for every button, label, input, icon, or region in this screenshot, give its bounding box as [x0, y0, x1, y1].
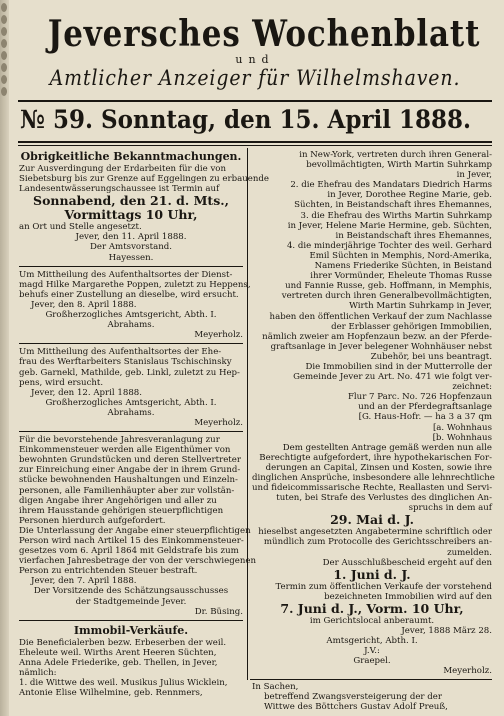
right-column-line: 1. Juni d. J.	[333, 566, 411, 582]
left-column-line: magd Hilke Margarethe Poppen, zuletzt zu Heppens,	[19, 279, 251, 290]
right-column-line: in New-York, vertreten durch ihren General-	[299, 150, 492, 160]
left-column-line: Antonie Elise Wilhelmine, geb. Rennmers,	[19, 688, 203, 699]
right-column-line: haben den öffentlichen Verkauf der zum Nachlasse	[269, 311, 492, 322]
left-column-line: Obrigkeitliche Bekanntmachungen.	[20, 150, 242, 163]
right-column-line: Gemeinde Jever zu Art. No. 471 wie folgt ver-	[293, 372, 492, 383]
left-column-line: Abrahams.	[107, 320, 155, 331]
right-column-line: Termin zum öffentlichen Verkaufe der vorstehend	[275, 581, 492, 592]
right-column-line: vertreten durch ihren Generalbevollmächtigten,	[281, 291, 492, 302]
right-column-line: Graepel.	[353, 656, 391, 667]
right-column-line: Meyerholz.	[443, 666, 492, 677]
left-column-line: Eheleute weil. Wirths Arent Heeren Süchten,	[19, 647, 217, 658]
right-column-line: nämlich zweier am Hopfenzaun bezw. an der Pferde-	[262, 331, 492, 342]
left-column-line: stücke bewohnenden Haushaltungen und Einzeln-	[19, 475, 238, 486]
left-column-line: nämlich:	[19, 668, 57, 679]
left-column-line: Person zu entrichtenden Steuer bestraft.	[19, 566, 198, 577]
right-column-line: graftsanlage in Jever belegener Wohnhäuser nebst	[270, 341, 492, 352]
left-column-line: gesetzes vom 6. April 1864 mit Geldstrafe bis zum	[19, 546, 239, 557]
issue-rule-top	[18, 141, 492, 143]
left-column	[19, 150, 269, 699]
left-column-line: Vormittags 10 Uhr,	[64, 207, 198, 223]
notice-separator	[19, 431, 243, 432]
left-column-line: Abrahams.	[107, 407, 155, 418]
issue-rule-bottom	[18, 145, 492, 146]
left-column-line: Um Mittheilung des Aufenthaltsortes der Ehe-	[19, 347, 222, 358]
right-column-line: 2. die Ehefrau des Mandatars Diedrich Harms	[290, 180, 492, 191]
right-column-line: Der Ausschlußbescheid ergeht auf den	[322, 557, 492, 568]
left-column-line: der Stadtgemeinde Jever.	[75, 596, 187, 607]
right-column-line: im Gerichtslocal anberaumt.	[309, 615, 435, 626]
bottom-notice-line: Wittwe des Böttchers Gustav Adolf Preuß,	[264, 702, 448, 713]
bottom-rule	[250, 679, 492, 680]
right-column-line: [a. Wohnhaus	[432, 422, 492, 433]
issue-line: № 59. Sonntag, den 15. April 1888.	[20, 105, 472, 134]
right-column-line: in Jever, Helene Marie Hermine, geb. Süchten,	[287, 220, 492, 231]
right-column-line: und fideicommissarische Rechte, Reallasten und Servi-	[252, 483, 493, 494]
left-column-line: Der Vorsitzende des Schätzungsausschusses	[33, 586, 229, 597]
left-column-line: Meyerholz.	[194, 330, 243, 341]
right-column-line: und an der Pferdegraftsanlage	[358, 402, 492, 413]
right-column-line: und Fannie Russe, geb. Hoffmann, in Memphis,	[285, 281, 492, 292]
left-column-line: frau des Werftarbeiters Stanislaus Tschischinsky	[19, 357, 232, 368]
newspaper-subtitle: Amtlicher Anzeiger für Wilhelmshaven.	[49, 66, 461, 90]
right-column-line: Emil Süchten in Memphis, Nord-Amerika,	[309, 250, 492, 261]
right-column-line: ihrer Vormünder, Eheleute Thomas Russe	[310, 271, 492, 282]
right-column	[252, 150, 495, 677]
left-column-line: personen, alle Familienhäupter aber zur vollstän-	[19, 485, 235, 496]
right-column-line: spruchs in dem auf	[408, 503, 492, 514]
left-column-line: zur Einreichung einer Angabe der in ihrem Grund-	[19, 465, 241, 476]
right-column-line: Zubehör, bei uns beantragt.	[370, 351, 492, 362]
right-column-line: Berechtigte aufgefordert, ihre hypothekarischen For-	[259, 452, 492, 463]
binding-edge	[0, 0, 9, 716]
left-column-line: Der Amtsvorstand.	[90, 242, 172, 253]
left-column-line: Hayessen.	[108, 252, 154, 263]
newspaper-title: Jeversches Wochenblatt	[47, 13, 481, 55]
left-column-line: vierfachen Jahresbetrage der von der verschwiegenen	[19, 556, 256, 567]
bottom-notice-line: betreffend Zwangsversteigerung der der	[264, 692, 442, 703]
right-column-line: 7. Juni d. J., Vorm. 10 Uhr,	[280, 600, 464, 616]
left-column-line: geb. Garnekl, Mathilde, geb. Linkl, zuletzt zu Hep-	[19, 367, 240, 378]
left-column-line: Personen hierdurch aufgefordert.	[19, 515, 166, 526]
left-column-line: behufs einer Zustellung an dieselbe, wird ersucht.	[19, 289, 239, 300]
right-column-line: bevollmächtigten, Wirth Martin Suhrkamp	[306, 160, 492, 171]
right-column-line: in Jever,	[456, 170, 492, 181]
right-column-line: zeichnet:	[452, 382, 492, 393]
left-column-line: Großherzogliches Amtsgericht, Abth. I.	[45, 310, 217, 321]
left-column-line: Zur Ausverdingung der Erdarbeiten für die von	[19, 164, 227, 174]
notice-separator	[19, 620, 243, 621]
left-column-line: an Ort und Stelle angesetzt.	[19, 222, 142, 233]
right-column-line: [G. Haus-Hofr. — ha 3 a 37 qm	[358, 412, 492, 423]
column-separator	[247, 148, 248, 680]
left-column-line: 1. die Wittwe des weil. Musikus Julius Wicklein,	[19, 678, 228, 689]
right-column-line: in Jever, Dorothee Regine Marie, geb.	[327, 190, 492, 201]
notice-separator	[19, 343, 243, 344]
left-column-line: Jever, den 7. April 1888.	[31, 576, 137, 587]
masthead-und: und	[235, 53, 275, 66]
right-column-line: Süchten, in Beistandschaft ihres Ehemannes,	[294, 200, 492, 211]
left-column-line: Die Beneficialerben bezw. Erbeserben der weil.	[19, 637, 227, 648]
right-column-line: in Beistandschaft ihres Ehemannes,	[335, 230, 492, 241]
right-column-line: [b. Wohnhaus	[432, 432, 492, 443]
bottom-notice-line: In Sachen,	[252, 682, 299, 692]
notice-separator	[19, 266, 243, 267]
left-column-line: Um Mittheilung des Aufenthaltsortes der Dienst-	[19, 269, 233, 280]
left-column-line: Sonnabend, den 21. d. Mts.,	[33, 193, 229, 209]
right-column-line: Wirth Martin Suhrkamp in Jever,	[349, 301, 492, 312]
left-column-line: Jever, den 12. April 1888.	[31, 387, 142, 398]
left-column-line: pens, wird ersucht.	[19, 377, 104, 388]
right-column-line: der Erblasser gehörigen Immobilien,	[331, 321, 492, 332]
left-column-line: Für die bevorstehende Jahresveranlagung zur	[19, 435, 220, 446]
right-column-line: tuten, bei Strafe des Verlustes des dinglichen An-	[276, 493, 492, 504]
left-column-line: Siebetsburg bis zur Grenze auf Eggelingen zu erbauende	[19, 174, 269, 185]
left-column-line: Person wird nach Artikel 15 des Einkommensteuer-	[19, 536, 244, 546]
right-column-line: J.V.:	[364, 646, 380, 657]
right-column-line: 4. die minderjährige Tochter des weil. Gerhard	[286, 240, 492, 251]
left-column-line: Meyerholz.	[194, 417, 243, 428]
left-column-line: Dr. Büsing.	[194, 606, 243, 617]
left-column-line: Anna Adele Friederike, geb. Thellen, in Jever,	[19, 657, 218, 668]
right-column-line: mündlich zum Protocolle des Gerichtsschreibers an-	[263, 537, 492, 548]
right-column-line: hieselbst angesetzten Angabetermine schriftlich oder	[258, 527, 492, 538]
right-column-line: zumelden.	[447, 547, 492, 558]
right-column-line: Dem gestellten Antrage gemäß werden nun alle	[282, 442, 492, 453]
right-column-line: derungen an Capital, Zinsen und Kosten, sowie ihre	[265, 462, 492, 473]
right-column-line: 3. die Ehefrau des Wirths Martin Suhrkamp	[300, 210, 492, 221]
left-column-line: digen Angabe ihrer Angehörigen und aller zu	[19, 495, 217, 506]
left-column-line: Jever, den 11. April 1888.	[75, 232, 187, 243]
masthead	[14, 14, 496, 90]
left-column-line: ihrem Hausstande gehörigen steuerpflichtigen	[19, 505, 224, 516]
right-column-line: Jever, 1888 März 28.	[401, 626, 492, 637]
left-column-line: Die Unterlassung der Angabe einer steuerpflichtigen	[19, 525, 251, 536]
right-column-line: bezeichneten Immobilien wird auf den	[324, 591, 492, 602]
left-column-line: Einkommensteuer werden alle Eigenthümer von	[19, 445, 231, 456]
right-column-line: Flur 7 Parc. No. 726 Hopfenzaun	[347, 392, 492, 403]
left-column-line: bewohnten Grundstücken und deren Stellvertreter	[19, 455, 241, 466]
left-column-line: Jever, den 8. April 1888.	[31, 299, 137, 310]
right-column-line: Amtsgericht, Abth. I.	[326, 636, 418, 647]
masthead-rule	[18, 100, 492, 102]
right-column-line: Die Immobilien sind in der Mutterrolle der	[305, 361, 492, 372]
right-column-line: Namens Friederike Süchten, in Beistand	[314, 261, 492, 272]
right-column-line: dinglichen Ansprüche, insbesondere alle lehnrechtliche	[252, 473, 495, 483]
right-column-line: 29. Mai d. J.	[330, 512, 414, 528]
left-column-line: Landesentwässerungschaussee ist Termin auf	[19, 184, 220, 195]
left-column-line: Großherzogliches Amtsgericht, Abth. I.	[45, 397, 217, 408]
left-column-line: Immobil-Verkäufe.	[73, 623, 189, 637]
bottom-notice	[252, 682, 492, 712]
